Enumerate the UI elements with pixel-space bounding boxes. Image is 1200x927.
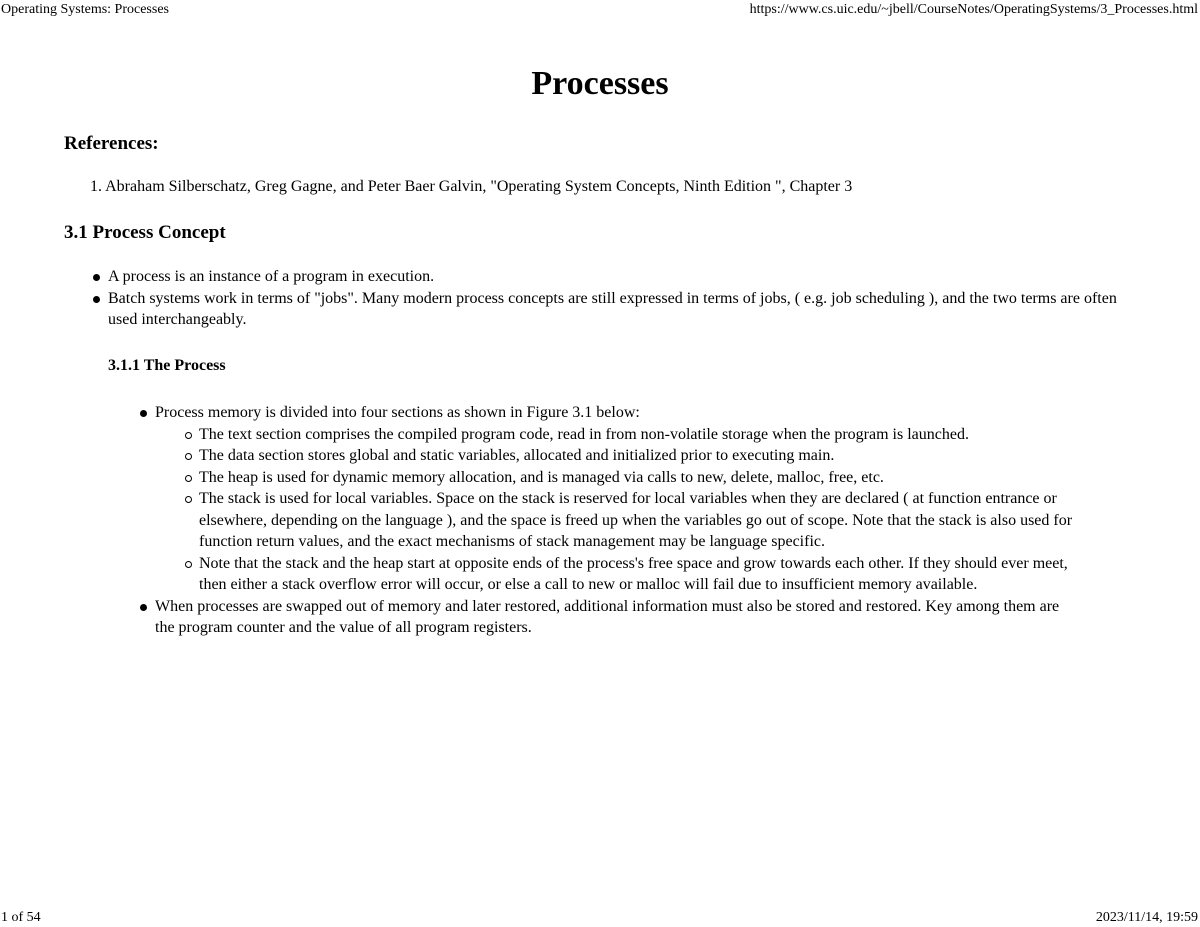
print-footer-page: 1 of 54: [1, 910, 41, 925]
references-list: [90, 176, 852, 197]
print-footer-datetime: 2023/11/14, 19:59: [1095, 910, 1198, 925]
reference-number: 1.: [90, 178, 102, 195]
section-3-1-1-list: [155, 402, 1075, 639]
print-header-url: https://www.cs.uic.edu/~jbell/CourseNotes/OperatingSystems/3_Processes.html: [749, 2, 1198, 17]
list-item-text: Process memory is divided into four sections as shown in Figure 3.1 below:: [155, 404, 640, 421]
reference-item: [90, 176, 852, 197]
sub-list-item: Note that the stack and the heap start at opposite ends of the process's free space and grow towards each other. If they should ever meet, then either a stack overflow error will occur, or else a call to new or malloc will fail due to insufficient memory available.: [199, 553, 1089, 596]
sub-list-item: The text section comprises the compiled program code, read in from non-volatile storage when the program is launched.: [199, 424, 1089, 446]
section-heading-3-1: 3.1 Process Concept: [64, 222, 226, 243]
list-item: A process is an instance of a program in execution.: [108, 266, 1118, 288]
list-item: Batch systems work in terms of "jobs". Many modern process concepts are still expressed in terms of jobs, ( e.g. job scheduling ), and the two terms are often used interchangeably.: [108, 288, 1118, 331]
list-item: When processes are swapped out of memory and later restored, additional information must also be stored and restored. Key among them are the program counter and the value of all program registers.: [155, 596, 1075, 639]
page-title: Processes: [531, 65, 669, 102]
sub-list-item: The stack is used for local variables. Space on the stack is reserved for local variables when they are declared ( at function entrance or elsewhere, depending on the language ), and the space is freed up when the variables go out of scope. Note that the stack is also used for function return values, and the exact mechanisms of stack management may be language specific.: [199, 488, 1089, 553]
section-heading-3-1-1: 3.1.1 The Process: [108, 357, 226, 374]
reference-text: Abraham Silberschatz, Greg Gagne, and Peter Baer Galvin, "Operating System Concepts, Ninth Edition ", Chapter 3: [105, 178, 853, 195]
sub-list-item: The heap is used for dynamic memory allocation, and is managed via calls to new, delete, malloc, free, etc.: [199, 467, 1089, 489]
section-3-1-list: [108, 266, 1118, 331]
print-header-title: Operating Systems: Processes: [1, 2, 169, 17]
sub-list-item: The data section stores global and static variables, allocated and initialized prior to executing main.: [199, 445, 1089, 467]
references-heading: References:: [64, 133, 159, 154]
memory-sections-sublist: [199, 424, 1089, 596]
list-item: [155, 402, 1075, 596]
